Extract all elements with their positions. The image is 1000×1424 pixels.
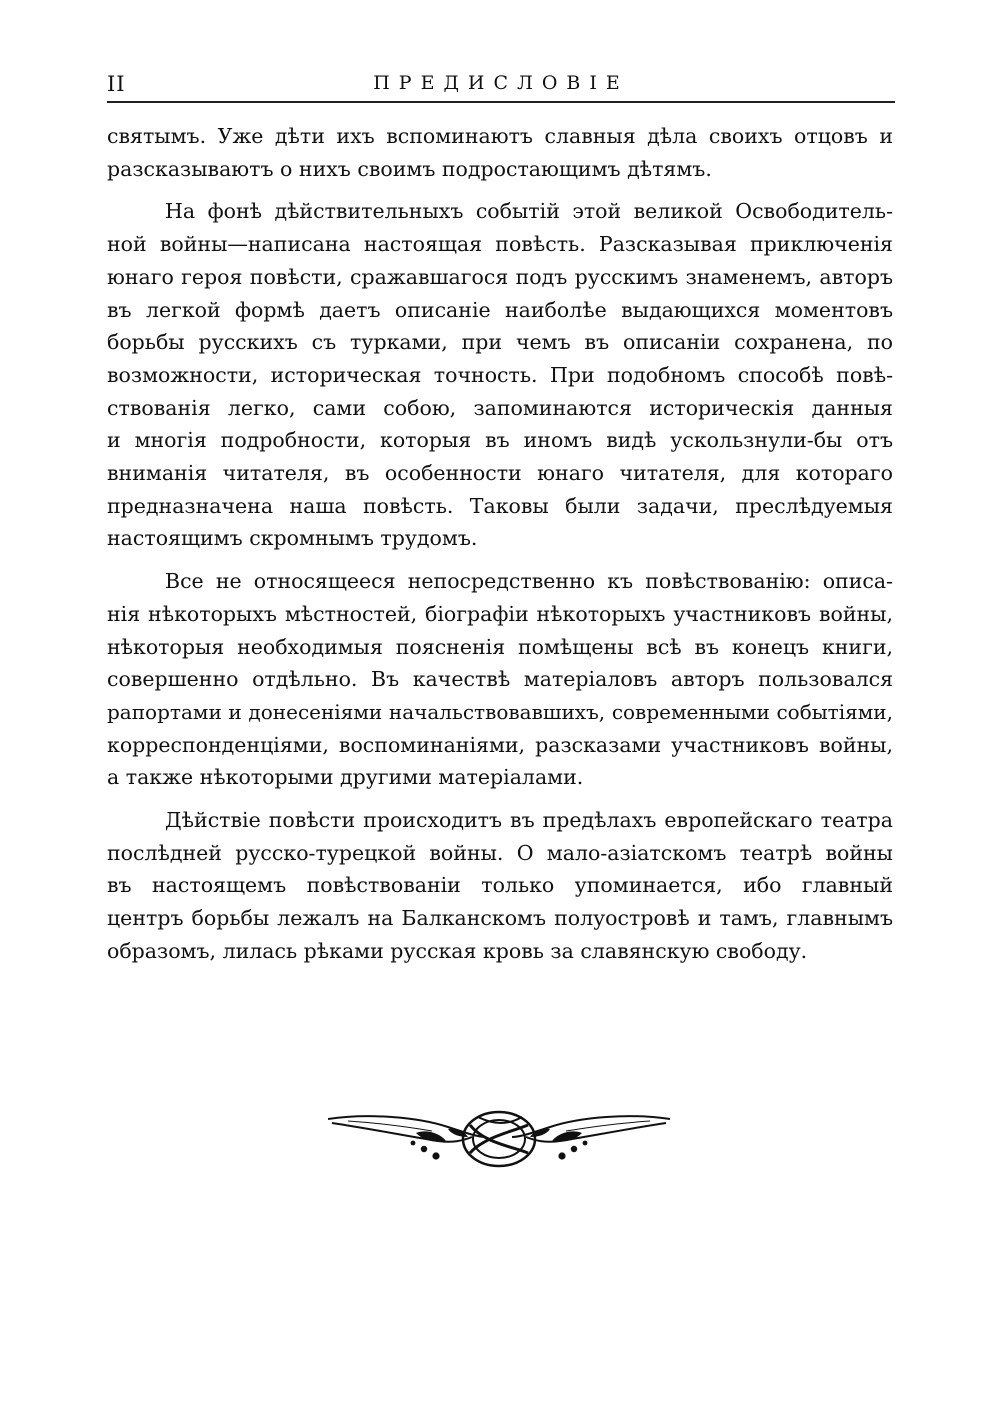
text-line: въ легкой формѣ даетъ описаніе наиболѣе выдающихся моментовъ (107, 297, 893, 322)
text-line: Все не относящееся непосредственно къ повѣствованію: описа- (165, 569, 893, 594)
text-line: святымъ. Уже дѣти ихъ вспоминаютъ славныя дѣла своихъ отцовъ и (107, 124, 893, 148)
text-line: въ настоящемъ повѣствованіи только упоминается, ибо главный (107, 873, 893, 898)
paragraph-2 (107, 195, 893, 555)
text-line: разсказываютъ о нихъ своимъ подростающимъ дѣтямъ. (107, 156, 712, 181)
text-line: предназначена наша повѣсть. Таковы были задачи, преслѣдуемыя (107, 493, 893, 518)
page-header (107, 68, 895, 98)
text-line: рапортами и донесеніями начальствовавшихъ, современными событіями, (107, 699, 893, 724)
text-line: ствованія легко, сами собою, запоминаются историческія данныя (107, 395, 893, 420)
text-line: послѣдней русско-турецкой войны. О мало-азіатскомъ театрѣ войны (107, 840, 893, 865)
text-line: На фонѣ дѣйствительныхъ событій этой великой Освободитель- (165, 199, 893, 224)
text-line: и многія подробности, которыя въ иномъ видѣ ускользнули-бы отъ (107, 428, 893, 453)
text-line: вниманія читателя, въ особенности юнаго читателя, для котораго (107, 461, 893, 486)
text-line: возможности, историческая точность. При подобномъ способѣ повѣ- (107, 362, 893, 387)
text-line: борьбы русскихъ съ турками, при чемъ въ описаніи сохранена, по (107, 330, 893, 355)
body-text (107, 120, 893, 968)
text-line: нія нѣкоторыхъ мѣстностей, біографіи нѣкоторыхъ участниковъ войны, (107, 601, 893, 626)
paragraph-3 (107, 565, 893, 794)
running-title: ПРЕДИСЛОВІЕ (373, 72, 629, 94)
text-line: совершенно отдѣльно. Въ качествѣ матеріаловъ авторъ пользовался (107, 667, 893, 692)
text-line: а также нѣкоторыми другими матеріалами. (107, 765, 584, 790)
paragraph-4 (107, 804, 893, 968)
text-line: Дѣйствіе повѣсти происходитъ въ предѣлахъ европейскаго театра (165, 808, 893, 833)
text-line: юнаго героя повѣсти, сражавшагося подъ русскимъ знаменемъ, авторъ (107, 264, 893, 289)
paragraph-1 (107, 120, 893, 185)
text-line: образомъ, лилась рѣками русская кровь за славянскую свободу. (107, 938, 808, 963)
text-line: настоящимъ скромнымъ трудомъ. (107, 526, 478, 551)
header-rule (107, 101, 895, 103)
text-line: корреспонденціями, воспоминаніями, разсказами участниковъ войны, (107, 732, 893, 757)
tailpiece-ornament-icon (328, 1103, 670, 1171)
text-line: ной войны—написана настоящая повѣсть. Разсказывая приключенія (107, 232, 893, 257)
text-line: центръ борьбы лежалъ на Балканскомъ полуостровѣ и тамъ, главнымъ (107, 906, 893, 931)
text-line: нѣкоторыя необходимыя поясненія помѣщены всѣ въ конецъ книги, (107, 634, 893, 659)
page-number: II (107, 72, 126, 96)
